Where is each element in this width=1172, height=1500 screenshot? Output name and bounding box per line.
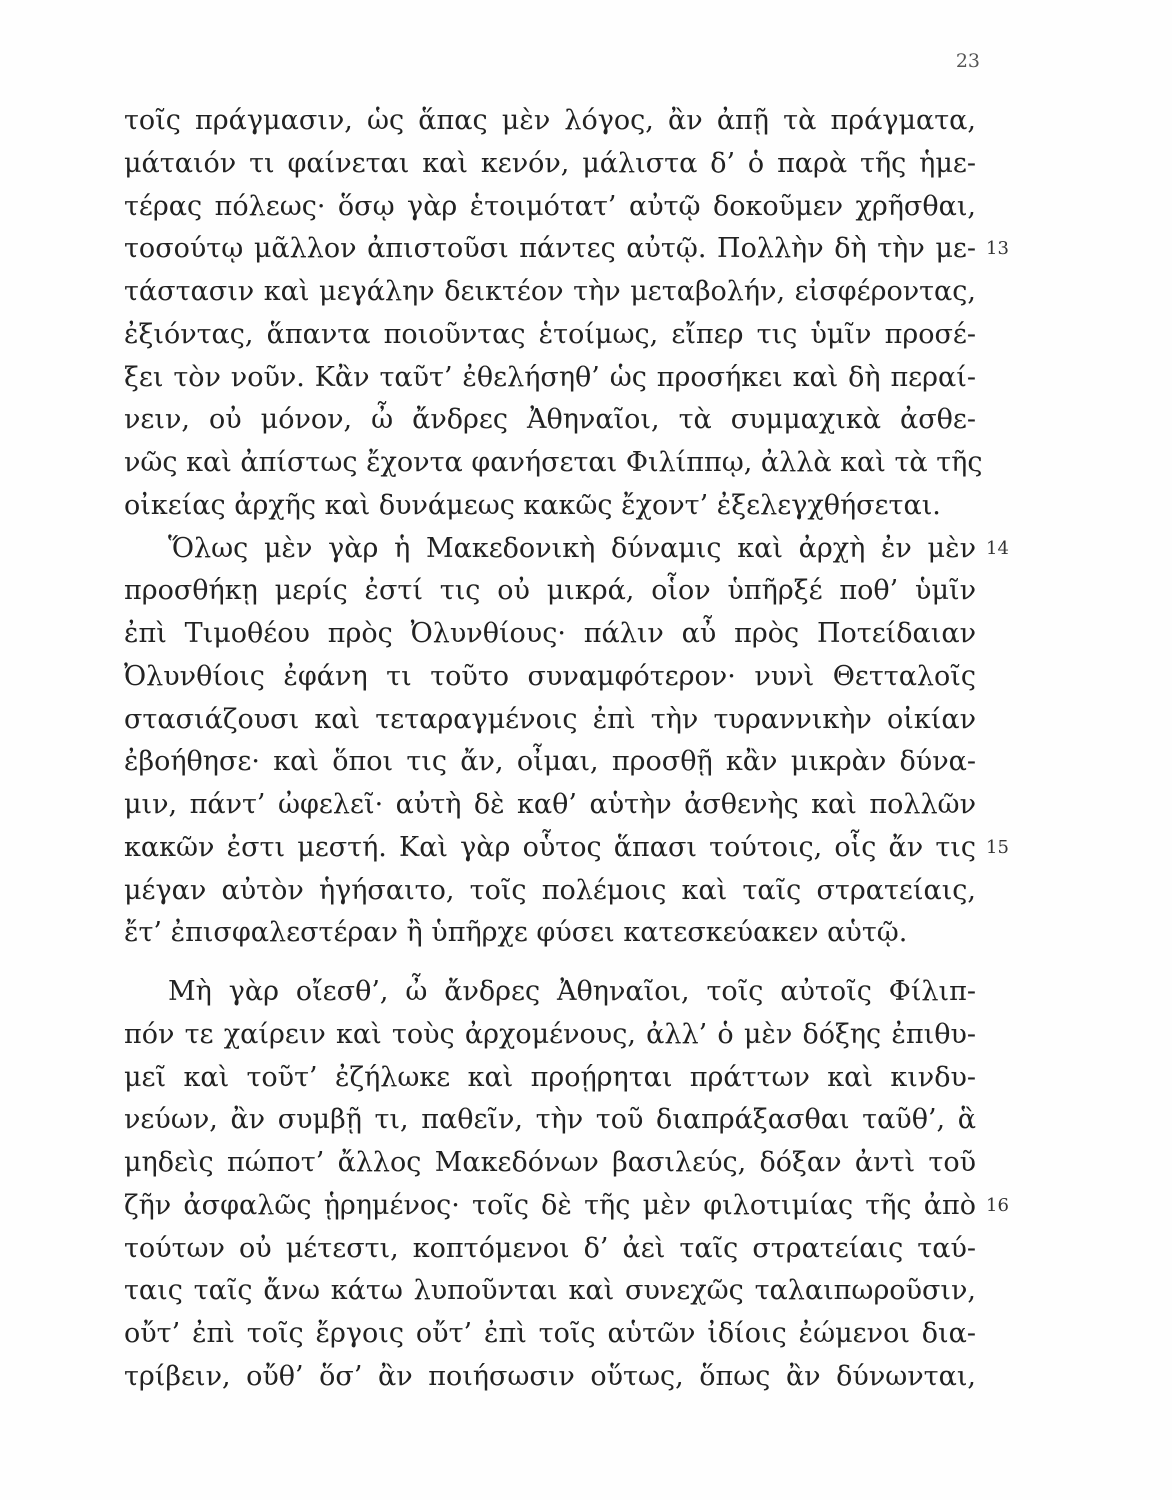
text-line-content: ἐβοήθησε· καὶ ὅποι τις ἄν, οἶμαι, προσθῇ κἂν μικρὰν δύνα- [124, 746, 976, 778]
page-number: 23 [955, 50, 980, 72]
text-line-content: μέγαν αὐτὸν ἡγήσαιτο, τοῖς πολέμοις καὶ ταῖς στρατείαις, [124, 874, 976, 906]
text-line-content: τέρας πόλεως· ὅσῳ γὰρ ἑτοιμότατ’ αὐτῷ δοκοῦμεν χρῆσθαι, [124, 190, 976, 222]
text-line [124, 656, 976, 699]
text-line [124, 1356, 976, 1399]
text-line [124, 442, 983, 485]
text-line-content: ζῆν ἀσφαλῶς ᾑρημένος· τοῖς δὲ τῆς μὲν φιλοτιμίας τῆς ἀπὸ [124, 1189, 976, 1221]
text-line-content: οὔτ’ ἐπὶ τοῖς ἔργοις οὔτ’ ἐπὶ τοῖς αὑτῶν ἰδίοις ἐώμενοι δια- [124, 1318, 976, 1349]
text-line-content: μάταιόν τι φαίνεται καὶ κενόν, μάλιστα δ’ ὁ παρὰ τῆς ἡμε- [124, 147, 976, 179]
text-line [124, 1142, 976, 1185]
text-line [124, 1014, 976, 1057]
text-line [124, 271, 976, 314]
text-line [124, 528, 1009, 571]
text-line [124, 971, 976, 1014]
text-line [124, 357, 976, 400]
text-line [124, 1185, 1009, 1228]
text-line-content: Ὀλυνθίοις ἐφάνη τι τοῦτο συναμφότερον· νυνὶ Θετταλοῖς [124, 660, 976, 692]
text-line [124, 314, 976, 357]
text-line-content: τούτων οὐ μέτεστι, κοπτόμενοι δ’ ἀεὶ ταῖς στρατείαις ταύ- [124, 1232, 976, 1264]
text-line [124, 827, 1009, 870]
section-number: 16 [986, 1194, 1009, 1216]
text-line-content: νῶς καὶ ἀπίστως ἔχοντα φανήσεται Φιλίππῳ, ἀλλὰ καὶ τὰ τῆς [124, 447, 983, 478]
text-line-content: τοῖς πράγμασιν, ὡς ἅπας μὲν λόγος, ἂν ἀπῇ τὰ πράγματα, [124, 105, 976, 136]
text-line-content: νεύων, ἂν συμβῇ τι, παθεῖν, τὴν τοῦ διαπράξασθαι ταῦθ’, ἃ [124, 1104, 976, 1136]
section-number: 14 [986, 537, 1009, 559]
text-line [124, 741, 976, 784]
text-line [124, 870, 976, 913]
text-line [124, 1228, 976, 1271]
text-line [124, 699, 976, 742]
text-line-content: στασιάζουσι καὶ τεταραγμένοις ἐπὶ τὴν τυραννικὴν οἰκίαν [124, 703, 976, 735]
section-number: 15 [986, 836, 1009, 858]
text-line-content: νειν, οὐ μόνον, ὦ ἄνδρες Ἀθηναῖοι, τὰ συμμαχικὰ ἀσθε- [124, 404, 976, 436]
text-line-content: προσθήκῃ μερίς ἐστί τις οὐ μικρά, οἷον ὑπῆρξέ ποθ’ ὑμῖν [124, 575, 976, 607]
text-line [124, 228, 1009, 271]
text-line [124, 1057, 976, 1100]
text-line-content: ἐπὶ Τιμοθέου πρὸς Ὀλυνθίους· πάλιν αὖ πρὸς Ποτείδαιαν [124, 618, 976, 649]
text-line [124, 1313, 976, 1356]
text-line [124, 1270, 976, 1313]
text-line-content: ἔτ’ ἐπισφαλεστέραν ἢ ὑπῆρχε φύσει κατεσκεύακεν αὑτῷ. [124, 917, 908, 949]
text-line-content: τάστασιν καὶ μεγάλην δεικτέον τὴν μεταβολήν, εἰσφέροντας, [124, 276, 976, 307]
text-line-content: τοσούτῳ μᾶλλον ἀπιστοῦσι πάντες αὐτῷ. Πολλὴν δὴ τὴν με- [124, 233, 976, 265]
text-line-content: οἰκείας ἀρχῆς καὶ δυνάμεως κακῶς ἔχοντ’ ἐξελεγχθήσεται. [124, 489, 941, 521]
text-line [124, 1099, 976, 1142]
text-line [124, 143, 976, 186]
text-line-content: μεῖ καὶ τοῦτ’ ἐζήλωκε καὶ προῄρηται πράττων καὶ κινδυ- [124, 1061, 976, 1093]
text-line [124, 784, 976, 827]
text-line-content: τρίβειν, οὔθ’ ὅσ’ ἂν ποιήσωσιν οὕτως, ὅπως ἂν δύνωνται, [124, 1360, 976, 1392]
text-line [124, 570, 976, 613]
text-line [124, 912, 976, 955]
text-line-content: μηδεὶς πώποτ’ ἄλλος Μακεδόνων βασιλεύς, δόξαν ἀντὶ τοῦ [124, 1147, 976, 1178]
text-line-content: ταις ταῖς ἄνω κάτω λυποῦνται καὶ συνεχῶς ταλαιπωροῦσιν, [124, 1275, 976, 1307]
greek-text-body [124, 100, 1009, 1399]
text-line [124, 100, 976, 143]
text-line-content: ἐξιόντας, ἅπαντα ποιοῦντας ἑτοίμως, εἴπερ τις ὑμῖν προσέ- [124, 318, 976, 350]
section-number: 13 [986, 238, 1009, 260]
text-line [124, 485, 976, 528]
text-line-content: Μὴ γὰρ οἴεσθ’, ὦ ἄνδρες Ἀθηναῖοι, τοῖς αὐτοῖς Φίλιπ- [168, 976, 976, 1007]
text-line-content: κακῶν ἐστι μεστή. Καὶ γὰρ οὗτος ἅπασι τούτοις, οἷς ἄν τις [124, 831, 976, 863]
text-line-content: ξει τὸν νοῦν. Κἂν ταῦτ’ ἐθελήσηθ’ ὡς προσήκει καὶ δὴ περαί- [124, 361, 976, 393]
text-line [124, 186, 976, 229]
text-line-content: Ὅλως μὲν γὰρ ἡ Μακεδονικὴ δύναμις καὶ ἀρχὴ ἐν μὲν [168, 532, 976, 564]
text-line-content: πόν τε χαίρειν καὶ τοὺς ἀρχομένους, ἀλλ’ ὁ μὲν δόξης ἐπιθυ- [124, 1018, 976, 1050]
text-line [124, 399, 976, 442]
text-line-content: μιν, πάντ’ ὠφελεῖ· αὐτὴ δὲ καθ’ αὑτὴν ἀσθενὴς καὶ πολλῶν [124, 789, 976, 820]
text-line [124, 613, 976, 656]
